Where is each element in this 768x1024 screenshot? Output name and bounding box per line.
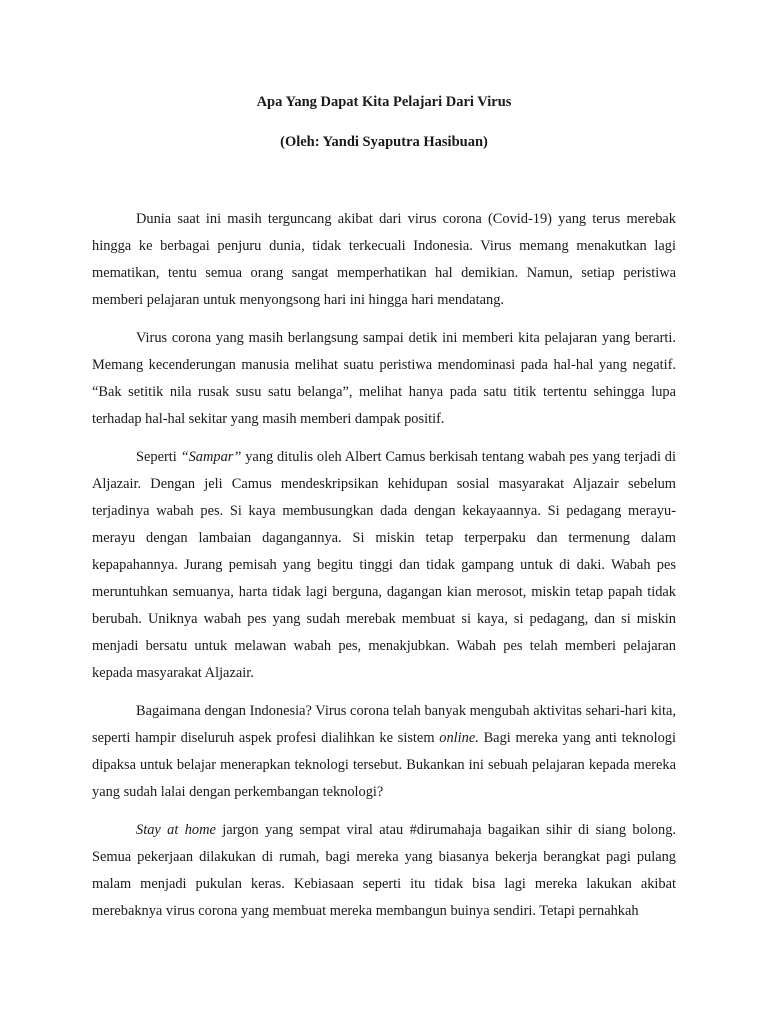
paragraph-4-text-end: Bagi mereka yang anti teknologi dipaksa untuk belajar menerapkan teknologi tersebut. Bukankan ini sebuah pelajaran kepada mereka yang sudah lalai dengan perkembangan teknologi?: [92, 730, 676, 800]
paragraph-5-italic-term: Stay at home: [136, 822, 216, 838]
paragraph-4-italic-term: online.: [439, 730, 479, 746]
paragraph-3-text-start: Seperti: [136, 449, 181, 465]
paragraph-5-text-end: jargon yang sempat viral atau #dirumahaja bagaikan sihir di siang bolong. Semua pekerjaan dilakukan di rumah, bagi mereka yang biasanya bekerja berangkat pagi pulang malam menjadi pukulan keras. Kebiasaan seperti itu tidak bisa lagi mereka lakukan akibat merebaknya virus corona yang membuat mereka membangun buinya sendiri. Tetapi pernahkah: [92, 822, 676, 919]
paragraph-3-text-end: yang ditulis oleh Albert Camus berkisah tentang wabah pes yang terjadi di Aljazair. Dengan jeli Camus mendeskripsikan kehidupan sosial masyarakat Aljazair sebelum terjadinya wabah pes. Si kaya membusungkan dada dengan kekayaannya. Si pedagang merayu-merayu dengan lambaian dagangannya. Si miskin tetap terperpaku dan termenung dalam kepapahannya. Jurang pemisah yang begitu tinggi dan tidak gampang untuk di daki. Wabah pes meruntuhkan semuanya, harta tidak lagi berguna, dagangan kian merosot, miskin tetap papah tidak berubah. Uniknya wabah pes yang sudah merebak membuat si kaya, si pedagang, dan si miskin menjadi bersatu untuk melawan wabah pes, menakjubkan. Wabah pes telah memberi pelajaran kepada masyarakat Aljazair.: [92, 449, 676, 681]
paragraph-1: Dunia saat ini masih terguncang akibat dari virus corona (Covid-19) yang terus merebak hingga ke berbagai penjuru dunia, tidak terkecuali Indonesia. Virus memang menakutkan lagi mematikan, tentu semua orang sangat memperhatikan hal demikian. Namun, setiap peristiwa memberi pelajaran untuk menyongsong hari ini hingga hari mendatang.: [92, 211, 676, 308]
author-line: (Oleh: Yandi Syaputra Hasibuan): [280, 134, 488, 150]
paragraph-4: [92, 698, 676, 806]
document-title: Apa Yang Dapat Kita Pelajari Dari Virus: [256, 94, 512, 110]
paragraph-4-text-start: Bagaimana dengan Indonesia? Virus corona telah banyak mengubah aktivitas sehari-hari kita, seperti hampir diseluruh aspek profesi dialihkan ke sistem: [92, 703, 676, 746]
paragraph-3: [92, 444, 676, 687]
paragraph-3-book-title: “Sampar”: [180, 449, 242, 465]
paragraph-2: Virus corona yang masih berlangsung sampai detik ini memberi kita pelajaran yang berarti. Memang kecenderungan manusia melihat suatu peristiwa mendominasi pada hal-hal yang negatif. “Bak setitik nila rusak susu satu belanga”, melihat hanya pada satu titik tertentu sehingga lupa terhadap hal-hal sekitar yang masih memberi dampak positif.: [92, 330, 676, 427]
document-body: [92, 206, 676, 936]
paragraph-5: [92, 817, 676, 925]
